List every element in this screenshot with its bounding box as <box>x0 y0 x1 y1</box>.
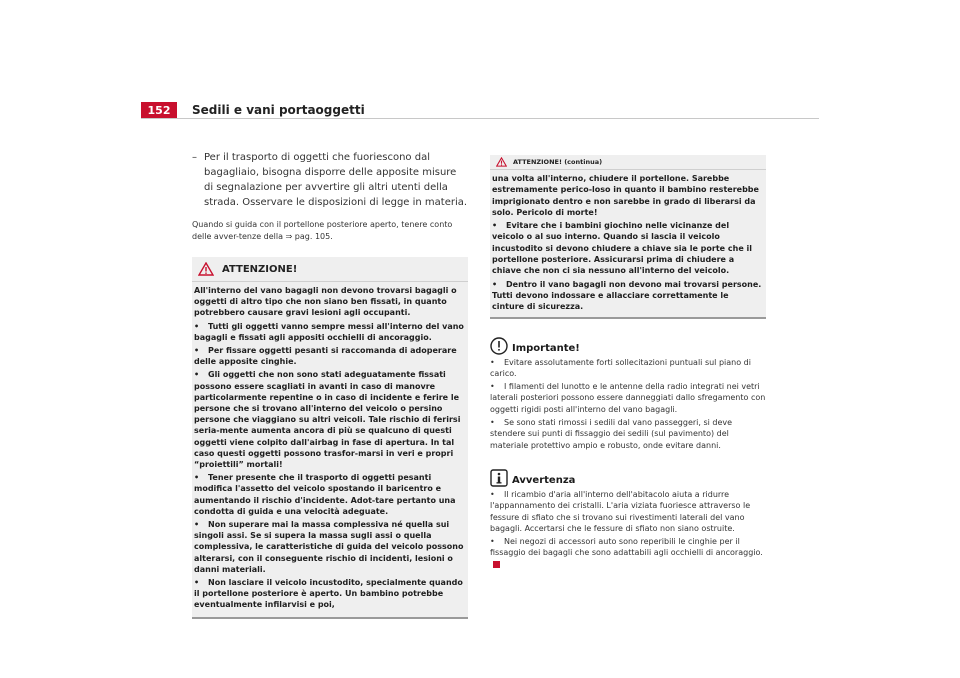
warning-intro: All'interno del vano bagagli non devono trovarsi bagagli o oggetti di altro tipo che non siano ben fissati, in quanto potrebbero causare gravi lesioni agli occupanti. <box>194 286 457 318</box>
warning-bullet: • Non lasciare il veicolo incustodito, specialmente quando il portellone posteriore è aperto. Un bambino potrebbe eventualmente infilarvisi e poi, <box>194 578 463 610</box>
warning-continued-box <box>490 155 766 319</box>
important-bullet: • Evitare assolutamente forti sollecitazioni puntuali sul piano di carico. <box>490 357 751 378</box>
warning-triangle-icon <box>496 157 507 167</box>
warning-bullet: • Dentro il vano bagagli non devono mai trovarsi persone. Tutti devono indossare e allacciare correttamente le cinture di sicurezza. <box>492 279 762 312</box>
info-note-icon <box>490 469 508 487</box>
dash-item-text: Per il trasporto di oggetti che fuoriescono dal bagagliaio, bisogna disporre delle apposite misure di segnalazione per avvertire gli altri utenti della strada. Osservare le disposizioni di legge in materia. <box>204 152 468 208</box>
warning-triangle-icon <box>198 262 214 276</box>
important-bullet: • I filamenti del lunotto e le antenne della radio integrati nei vetri laterali posteriori possono essere danneggiati dallo sfregamento con oggetti rigidi posti all'interno del vano bagagli. <box>490 382 766 414</box>
left-column <box>192 150 468 619</box>
bullet-marker: • <box>492 221 498 231</box>
bullet-marker: • <box>194 321 200 331</box>
bullet-marker: • <box>490 418 495 428</box>
warning-header <box>192 257 468 282</box>
bullet-marker: • <box>490 489 495 499</box>
note-bullet: • Il ricambio d'aria all'interno dell'abitacolo aiuta a ridurre l'appannamento dei cristalli. L'aria viziata fuoriesce attraverso le fessure di sfiato che si trovano sui rivestimenti laterali del vano bagagli. Accertarsi che le fessure di sfiato non siano ostruite. <box>490 489 751 533</box>
warning-bullet: • Evitare che i bambini giochino nelle vicinanze del veicolo o al suo interno. Quando si lascia il veicolo incustodito si devono chiudere a chiave sia le porte che il portellone posteriore. Assicurarsi prima di chiudere a chiave che non ci sia nessuno all'interno del veicolo. <box>492 221 753 276</box>
important-header <box>490 335 766 355</box>
warning-bullet: • Per fissare oggetti pesanti si raccomanda di adoperare delle apposite cinghie. <box>194 346 457 367</box>
warning-continued-body <box>490 170 766 317</box>
warning-title: ATTENZIONE! <box>222 263 298 275</box>
warning-bullet: • Tutti gli oggetti vanno sempre messi all'interno del vano bagagli e fissati agli appositi occhielli di ancoraggio. <box>194 321 464 342</box>
bullet-marker: • <box>194 370 200 380</box>
right-column <box>490 155 766 572</box>
warning-bullet: • Gli oggetti che non sono stati adeguatamente fissati possono essere scagliati in avanti in caso di manovre particolarmente repentine o in caso di incidente e ferire le persone che si trovano all'interno del veicolo o persino persone che viaggiano su altri veicoli. Tale rischio di ferirsi seria-mente aumenta ancora di più se qualcuno di questi oggetti viene colpito dall'airbag in fase di apertura. In tal caso questi oggetti possono trasfor-marsi in veri e propri “proiettili” mortali! <box>194 370 461 470</box>
bullet-marker: • <box>194 473 200 483</box>
bullet-marker: • <box>490 357 495 367</box>
bullet-marker: • <box>194 346 200 356</box>
header-rule <box>141 118 819 119</box>
warning-bullet: • Non superare mai la massa complessiva né quella sui singoli assi. Se si supera la massa sugli assi o quella complessiva, le caratteristiche di guida del veicolo possono alterarsi, con il conseguente rischio di incidenti, lesioni o danni materiali. <box>194 520 464 574</box>
bullet-marker: • <box>490 382 495 392</box>
important-title: Importante! <box>512 342 580 354</box>
warning-continued-title: ATTENZIONE! (continua) <box>513 158 603 166</box>
note-title: Avvertenza <box>512 474 576 486</box>
bullet-marker: • <box>194 520 200 530</box>
bullet-marker: • <box>490 537 495 547</box>
important-bullet: • Se sono stati rimossi i sedili dal vano passeggeri, si deve stendere sui punti di fissaggio dei sedili (sul pavimento) del materiale protettivo ampio e robusto, onde evitare danni. <box>490 418 733 450</box>
warning-continued-header <box>490 155 766 170</box>
important-body <box>490 357 766 451</box>
exclamation-circle-icon <box>490 337 508 355</box>
bullet-marker: • <box>492 279 498 289</box>
warning-continued-intro: una volta all'interno, chiudere il portellone. Sarebbe estremamente perico-loso in quanto il bambino resterebbe imprigionato dentro e non sarebbe in grado di liberarsi da solo. Pericolo di morte! <box>492 174 759 217</box>
note-header <box>490 467 766 487</box>
dash-list-item <box>192 150 468 210</box>
note-bullet: • Nei negozi di accessori auto sono reperibili le cinghie per il fissaggio dei bagagli che sono adattabili agli occhielli di ancoraggio. <box>490 536 766 570</box>
dash-marker: – <box>192 152 197 163</box>
warning-box <box>192 257 468 619</box>
warning-bullet: • Tener presente che il trasporto di oggetti pesanti modifica l'assetto del veicolo spostando il baricentro e aumentando il rischio d'incidente. Adot-tare pertanto una condotta di guida e una velocità adeguate. <box>194 473 456 516</box>
page-title: Sedili e vani portaoggetti <box>192 103 365 117</box>
note-text: Quando si guida con il portellone posteriore aperto, tenere conto delle avver-tenze della ⇒ pag. 105. <box>192 220 453 241</box>
note-body <box>490 489 766 570</box>
section-end-marker <box>493 561 500 568</box>
warning-body <box>192 282 468 617</box>
page-number: 152 <box>141 102 177 119</box>
bullet-marker: • <box>194 578 200 588</box>
